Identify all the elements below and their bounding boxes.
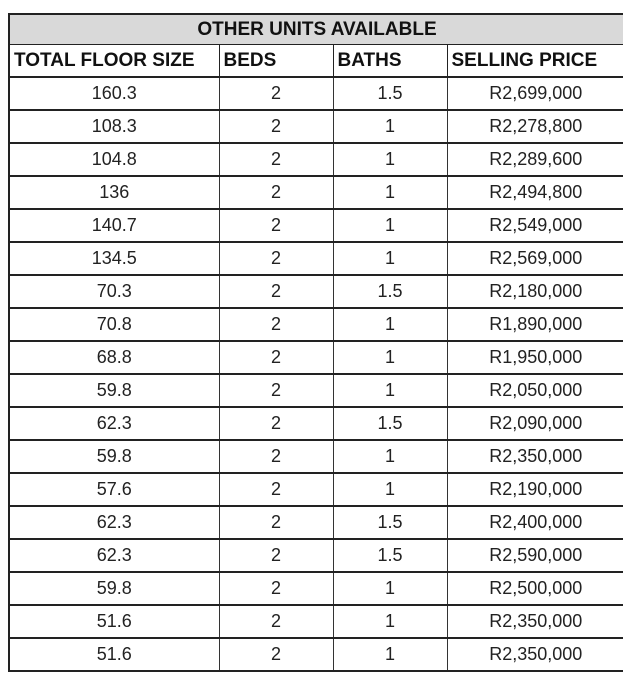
selling-price-cell: R2,400,000 [447, 506, 623, 539]
title-row [9, 14, 623, 45]
units-table [8, 13, 623, 672]
baths-cell: 1 [333, 143, 447, 176]
table-row [9, 572, 623, 605]
beds-cell: 2 [219, 539, 333, 572]
floor-size-cell: 59.8 [9, 440, 219, 473]
table-row [9, 176, 623, 209]
selling-price-cell: R2,050,000 [447, 374, 623, 407]
floor-size-cell: 62.3 [9, 506, 219, 539]
table-row [9, 242, 623, 275]
beds-cell: 2 [219, 407, 333, 440]
baths-cell: 1 [333, 473, 447, 506]
column-header-selling-price: SELLING PRICE [447, 45, 623, 78]
floor-size-cell: 160.3 [9, 77, 219, 110]
floor-size-cell: 51.6 [9, 638, 219, 671]
baths-cell: 1 [333, 308, 447, 341]
selling-price-cell: R1,890,000 [447, 308, 623, 341]
floor-size-cell: 59.8 [9, 374, 219, 407]
floor-size-cell: 70.3 [9, 275, 219, 308]
beds-cell: 2 [219, 77, 333, 110]
selling-price-cell: R2,289,600 [447, 143, 623, 176]
table-row [9, 407, 623, 440]
selling-price-cell: R2,494,800 [447, 176, 623, 209]
table-row [9, 374, 623, 407]
floor-size-cell: 59.8 [9, 572, 219, 605]
beds-cell: 2 [219, 242, 333, 275]
beds-cell: 2 [219, 143, 333, 176]
floor-size-cell: 104.8 [9, 143, 219, 176]
baths-cell: 1 [333, 209, 447, 242]
table-row [9, 539, 623, 572]
baths-cell: 1 [333, 605, 447, 638]
baths-cell: 1 [333, 176, 447, 209]
beds-cell: 2 [219, 374, 333, 407]
table-row [9, 308, 623, 341]
beds-cell: 2 [219, 572, 333, 605]
column-header-baths: BATHS [333, 45, 447, 78]
beds-cell: 2 [219, 638, 333, 671]
table-row [9, 275, 623, 308]
table-row [9, 143, 623, 176]
selling-price-cell: R2,350,000 [447, 638, 623, 671]
floor-size-cell: 136 [9, 176, 219, 209]
selling-price-cell: R2,350,000 [447, 440, 623, 473]
floor-size-cell: 140.7 [9, 209, 219, 242]
baths-cell: 1.5 [333, 506, 447, 539]
floor-size-cell: 70.8 [9, 308, 219, 341]
table-row [9, 209, 623, 242]
baths-cell: 1.5 [333, 539, 447, 572]
beds-cell: 2 [219, 473, 333, 506]
baths-cell: 1 [333, 374, 447, 407]
baths-cell: 1 [333, 572, 447, 605]
beds-cell: 2 [219, 605, 333, 638]
selling-price-cell: R2,590,000 [447, 539, 623, 572]
beds-cell: 2 [219, 110, 333, 143]
table-title: OTHER UNITS AVAILABLE [9, 14, 623, 45]
table-row [9, 341, 623, 374]
beds-cell: 2 [219, 176, 333, 209]
selling-price-cell: R1,950,000 [447, 341, 623, 374]
beds-cell: 2 [219, 308, 333, 341]
floor-size-cell: 108.3 [9, 110, 219, 143]
beds-cell: 2 [219, 506, 333, 539]
table-row [9, 440, 623, 473]
floor-size-cell: 51.6 [9, 605, 219, 638]
table-row [9, 605, 623, 638]
baths-cell: 1 [333, 341, 447, 374]
table-row [9, 638, 623, 671]
selling-price-cell: R2,190,000 [447, 473, 623, 506]
selling-price-cell: R2,569,000 [447, 242, 623, 275]
baths-cell: 1.5 [333, 77, 447, 110]
selling-price-cell: R2,180,000 [447, 275, 623, 308]
units-sheet [8, 13, 623, 672]
selling-price-cell: R2,549,000 [447, 209, 623, 242]
baths-cell: 1 [333, 110, 447, 143]
table-row [9, 473, 623, 506]
floor-size-cell: 62.3 [9, 539, 219, 572]
header-row [9, 45, 623, 78]
beds-cell: 2 [219, 440, 333, 473]
table-body [9, 77, 623, 671]
table-row [9, 77, 623, 110]
beds-cell: 2 [219, 275, 333, 308]
column-header-floor-size: TOTAL FLOOR SIZE [9, 45, 219, 78]
selling-price-cell: R2,500,000 [447, 572, 623, 605]
floor-size-cell: 62.3 [9, 407, 219, 440]
table-row [9, 110, 623, 143]
floor-size-cell: 57.6 [9, 473, 219, 506]
floor-size-cell: 68.8 [9, 341, 219, 374]
column-header-beds: BEDS [219, 45, 333, 78]
selling-price-cell: R2,699,000 [447, 77, 623, 110]
selling-price-cell: R2,350,000 [447, 605, 623, 638]
floor-size-cell: 134.5 [9, 242, 219, 275]
baths-cell: 1 [333, 242, 447, 275]
beds-cell: 2 [219, 209, 333, 242]
baths-cell: 1.5 [333, 275, 447, 308]
selling-price-cell: R2,090,000 [447, 407, 623, 440]
baths-cell: 1 [333, 440, 447, 473]
table-row [9, 506, 623, 539]
beds-cell: 2 [219, 341, 333, 374]
selling-price-cell: R2,278,800 [447, 110, 623, 143]
baths-cell: 1.5 [333, 407, 447, 440]
baths-cell: 1 [333, 638, 447, 671]
